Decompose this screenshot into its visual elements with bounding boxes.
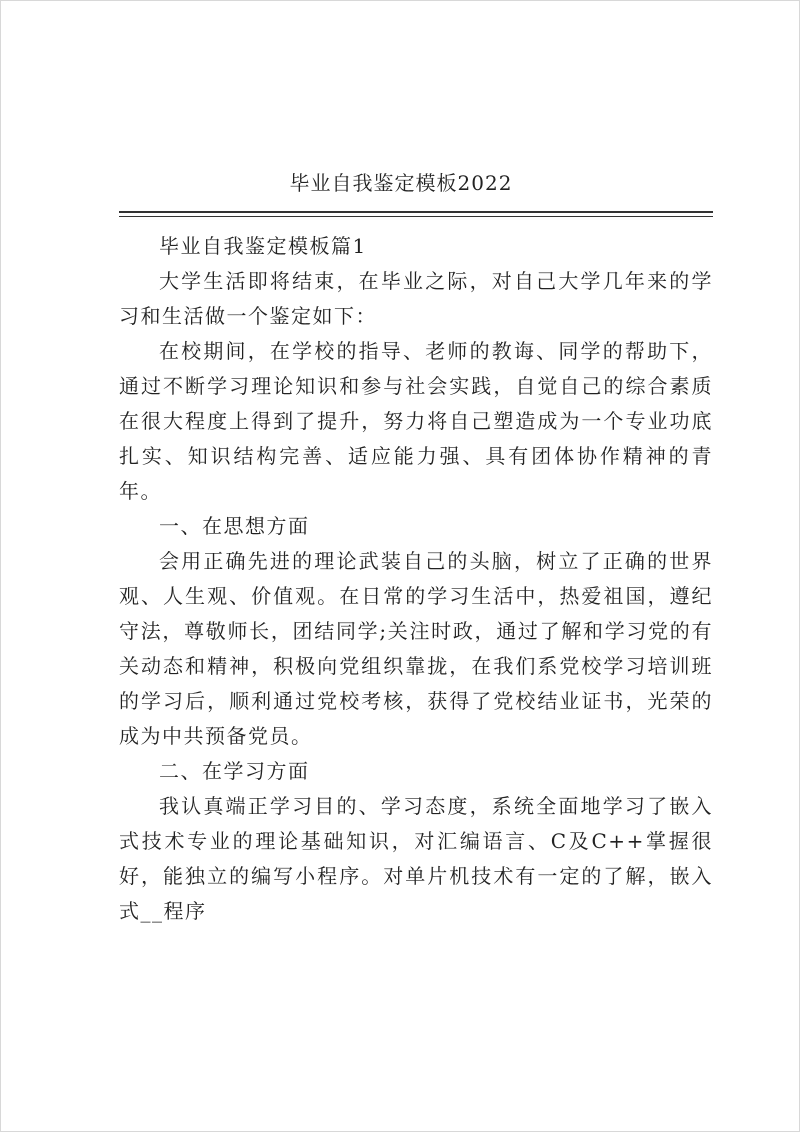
title-divider-thick bbox=[119, 211, 713, 213]
section-heading: 毕业自我鉴定模板篇1 bbox=[159, 234, 367, 258]
title-divider-thin bbox=[119, 216, 713, 217]
document-title: 毕业自我鉴定模板2022 bbox=[289, 171, 513, 195]
paragraph: 会用正确先进的理论武装自己的头脑，树立了正确的世界观、人生观、价值观。在日常的学习生活中，热爱祖国，遵纪守法，尊敬师长，团结同学;关注时政，通过了解和学习党的有关动态和精神，积极向党组织靠拢，在我们系党校学习培训班的学习后，顺利通过党校考核，获得了党校结业证书，光荣的成为中共预备党员。 bbox=[119, 549, 713, 748]
paragraph: 我认真端正学习目的、学习态度，系统全面地学习了嵌入式技术专业的理论基础知识，对汇编语言、C及C++掌握很好，能独立的编写小程序。对单片机技术有一定的了解，嵌入式__程序 bbox=[119, 794, 713, 923]
subsection-heading: 二、在学习方面 bbox=[159, 759, 310, 783]
paragraph: 在校期间，在学校的指导、老师的教诲、同学的帮助下，通过不断学习理论知识和参与社会实践，自觉自己的综合素质在很大程度上得到了提升，努力将自己塑造成为一个专业功底扎实、知识结构完善、适应能力强、具有团体协作精神的青年。 bbox=[119, 339, 713, 503]
paragraph: 大学生活即将结束，在毕业之际，对自己大学几年来的学习和生活做一个鉴定如下： bbox=[119, 269, 713, 328]
subsection-heading: 一、在思想方面 bbox=[159, 514, 310, 538]
document-body bbox=[119, 229, 713, 929]
